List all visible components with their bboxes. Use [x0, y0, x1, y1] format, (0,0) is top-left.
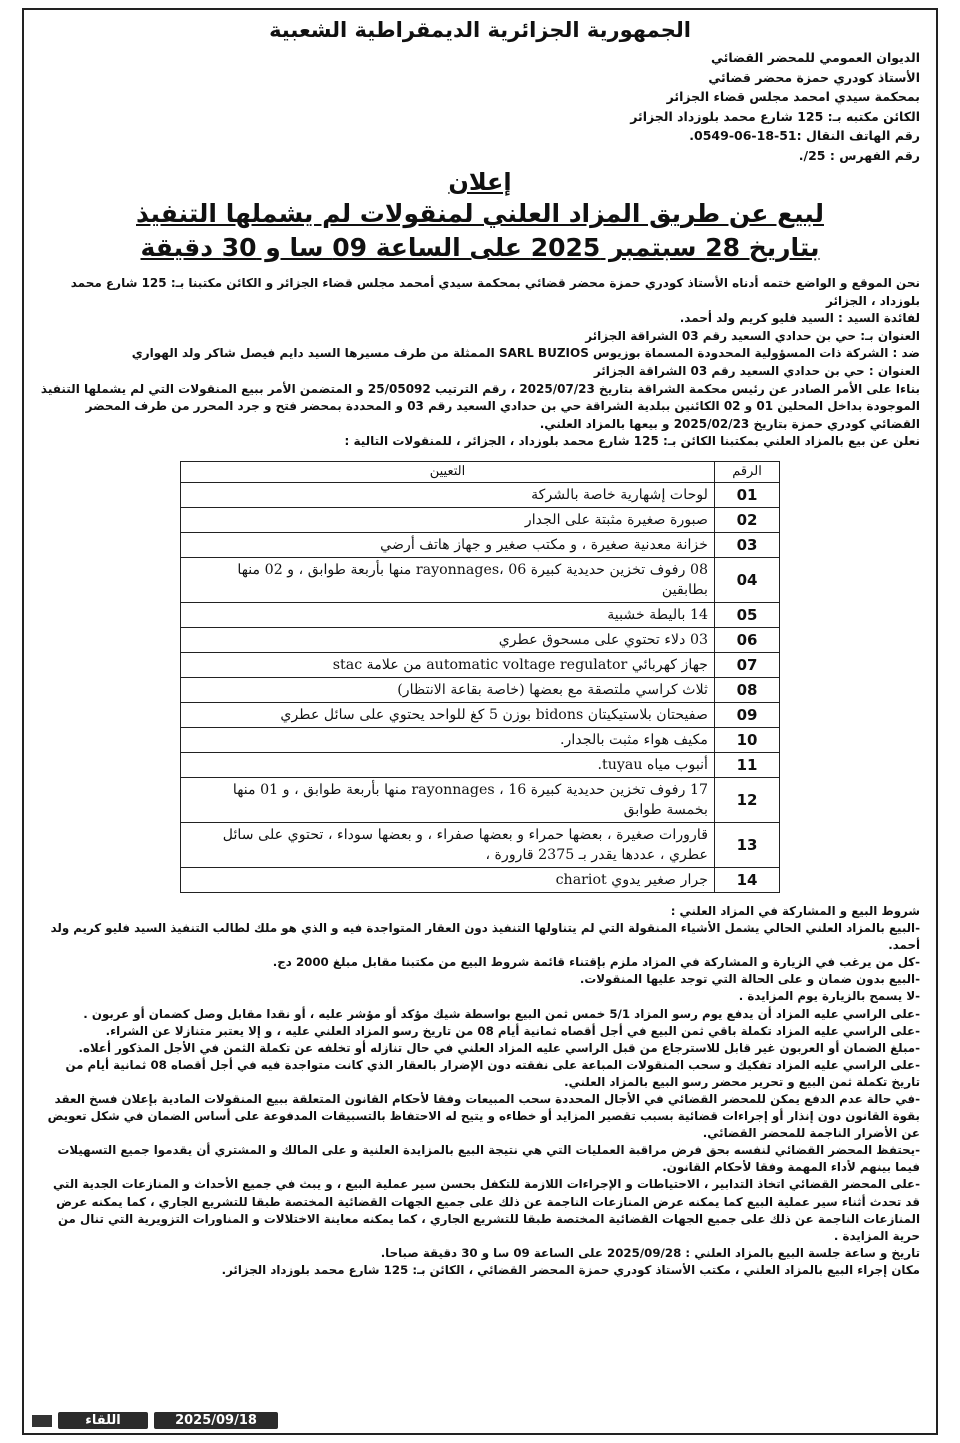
- item-description: جهاز كهربائي automatic voltage regulator من علامة stac: [181, 652, 715, 677]
- item-description: جرار صغير يدوي chariot: [181, 867, 715, 892]
- description-column-header: التعيين: [181, 461, 715, 482]
- conditions-heading: شروط البيع و المشاركة في المزاد العلني :: [670, 903, 920, 918]
- table-row: [181, 867, 780, 892]
- item-number: 12: [715, 777, 780, 822]
- notice-title: إعلان: [448, 168, 512, 196]
- item-description: أنبوب مياه tuyau.: [181, 752, 715, 777]
- table-row: [181, 822, 780, 867]
- item-number: 13: [715, 822, 780, 867]
- number-column-header: الرقم: [715, 461, 780, 482]
- defendant-line: ضد : الشركة ذات المسؤولية المحدودة المسماة بوزيوس SARL BUZIOS الممثلة من طرف مسيرها السيد دايم فيصل شاكر ولد الهواري: [131, 346, 920, 361]
- item-description: ثلاث كراسي ملتصقة مع بعضها (خاصة بقاعة الانتظار): [181, 677, 715, 702]
- legal-notice-page: [22, 8, 938, 1435]
- bailiff-header: [40, 48, 920, 165]
- table-row: [181, 677, 780, 702]
- publication-date: 2025/09/18: [154, 1412, 278, 1429]
- condition-item: -على الراسي عليه المزاد تكملة باقي ثمن البيع في أجل أقصاه ثمانية أيام 08 من تاريخ رسو المزاد العلني عليه ، و إلا يعتبر متنازلا عن الشراء.: [105, 1023, 920, 1038]
- table-row: [181, 482, 780, 507]
- table-row: [181, 627, 780, 652]
- condition-item: -يحتفظ المحضر القضائي لنفسه بحق فرض مراقبة العمليات التي هي نتيجة البيع بالمزايدة العلنية و على المالك و المشتري أن يقدموا جميع التسهيلات فيما بينهم لأداء المهمة وفقا لأحكام القانون.: [57, 1143, 920, 1175]
- items-table: [180, 461, 780, 893]
- condition-item: -لا يسمح بالزيارة يوم المزايدة .: [738, 989, 920, 1004]
- notice-date-line: بتاريخ 28 سبتمبر 2025 على الساعة 09 سا و 30 دقيقة: [140, 233, 820, 262]
- header-line: بمحكمة سيدي امحمد مجلس قضاء الجزائر: [666, 89, 920, 104]
- footer-bar: [32, 1412, 278, 1429]
- item-description: صفيحتان بلاستيكيتان bidons بوزن 5 كغ للواحد يحتوي على سائل عطري: [181, 702, 715, 727]
- item-description: 14 باليطة خشبية: [181, 602, 715, 627]
- condition-item: -على الراسي عليه المزاد أن يدفع يوم رسو المزاد 5/1 خمس ثمن البيع بواسطة شيك مؤكد أو مؤشر عليه ، أو نقدا مقابل وصل كضمان أو عربون .: [83, 1006, 920, 1021]
- item-description: قارورات صغيرة ، بعضها حمراء و بعضها صفراء ، و بعضها سوداء ، تحتوي على سائل عطري ، عددها يقدر بـ 2375 قارورة ،: [181, 822, 715, 867]
- condition-item: -مبلغ الضمان أو العربون غير قابل للاسترجاع من قبل الراسي عليه المزاد العلني في حال تنازله أو تخلفه عن تكملة الثمن في الأجل المذكور أعلاه.: [78, 1040, 920, 1055]
- beneficiary-address: العنوان بـ: حي بن حدادي السعيد رقم 03 الشراقة الجزائر: [585, 328, 920, 343]
- condition-item: -البيع بدون ضمان و على الحالة التي توجد عليها المنقولات.: [579, 972, 920, 987]
- condition-item: -في حالة عدم الدفع يمكن للمحضر القضائي في الأجال المحددة سحب المبيعات وفقا لأحكام القانون المتعلقة ببيع المنقولات المادية بإعلان فسخ العقد بقوة القانون دون إنذار أو إجراءات قضائية بسبب تقصير المزايد أو خطاءه و يتيح له الاحتفاظ بالتسبيقات المدفوعة على أساس الضمان في شكل تعويض عن الأضرار الناجمة للمحضر القضائي.: [47, 1091, 920, 1141]
- table-row: [181, 602, 780, 627]
- header-line: الكائن مكتبه بـ: 125 شارع محمد بلوزداد الجزائر: [630, 108, 920, 124]
- item-description: مكيف هواء مثبت بالجدار.: [181, 727, 715, 752]
- item-number: 03: [715, 532, 780, 557]
- table-row: [181, 507, 780, 532]
- court-order-paragraph: بناءا على الأمر الصادر عن رئيس محكمة الشراقة بتاريخ 2025/07/23 ، رقم الترتيب 25/05092 و المتضمن الأمر ببيع المنقولات التي لم يشملها التنفيذ الموجودة بداخل المحلين 01 و 02 الكائنين ببلدية الشراقة حي بن حدادي السعيد رقم 03 و المحددة بمحضر فتح و جرد المحرر من طرف المحضر القضائي كودري حمزة بتاريخ 2025/02/23 و بيعها بالمزاد العلني.: [40, 381, 920, 431]
- item-description: صبورة صغيرة مثبتة على الجدار: [181, 507, 715, 532]
- item-number: 06: [715, 627, 780, 652]
- header-line: رقم الفهرس : 25/.: [798, 147, 920, 163]
- item-number: 04: [715, 557, 780, 602]
- header-line: رقم الهاتف النقال :51-18-06-0549.: [689, 128, 920, 143]
- header-line: الأستاذ كودري حمزة محضر قضائي: [708, 69, 920, 85]
- publication-tag: اللقاء: [58, 1412, 148, 1429]
- condition-item: -على المحضر القضائي اتخاذ التدابير ، الاحتياطات و الإجراءات اللازمة للتكفل بحسن سير عملية البيع ، و يبث في جميع الأحداث و المنازعات الجدية التي قد تحدث أثناء سير عملية البيع كما يمكنه عرض المنازعات الناجمة عن ذلك على جميع الجهات القضائية المختصة طبقا للتشريع الجاري ، كما يمكنه عرض المنازعات الناجمة عن ذلك على جميع الجهات القضائية المختصة طبقا للتشريع الجاري ، كما يمكنه معاينة الاختلالات و المناورات التزويرية التي تنال من حرية المزايدة .: [52, 1177, 920, 1243]
- intro-section: [40, 275, 920, 451]
- item-number: 02: [715, 507, 780, 532]
- item-number: 01: [715, 482, 780, 507]
- footer-marker: [32, 1415, 52, 1427]
- item-description: لوحات إشهارية خاصة بالشركة: [181, 482, 715, 507]
- table-row: [181, 557, 780, 602]
- auction-announcement: نعلن عن بيع بالمزاد العلني بمكتبنا الكائن بـ: 125 شارع محمد بلوزداد ، الجزائر ، للمنقولات التالية :: [344, 434, 920, 449]
- header-line: الديوان العمومي للمحضر القضائي: [711, 50, 920, 65]
- table-row: [181, 702, 780, 727]
- item-description: 17 رفوف تخزين حديدية كبيرة rayonnages ، 16 منها بأربعة طوابق ، و 01 منها بخمسة طوابق: [181, 777, 715, 822]
- table-row: [181, 532, 780, 557]
- table-row: [181, 652, 780, 677]
- beneficiary-line: لفائدة السيد : السيد فليو كريم ولد أحمد.: [679, 311, 920, 326]
- table-header-row: [181, 461, 780, 482]
- intro-paragraph: نحن الموقع و الواضع ختمه أدناه الأستاذ كودري حمزة محضر قضائي بمحكمة سيدي أمحمد مجلس قضاء الجزائر و الكائن مكتبنا بـ: 125 شارع محمد بلوزداد ، الجزائر: [70, 276, 920, 308]
- condition-item: -على الراسي عليه المزاد تفكيك و سحب المنقولات المباعة على نفقته دون الإضرار بالعقار الذي كانت متواجدة فيه في أجل أقصاه 08 ثمانية أيام من تاريخ تكملة ثمن البيع و تحرير محضر رسو البيع بالمزاد العلني.: [65, 1057, 920, 1089]
- item-number: 08: [715, 677, 780, 702]
- item-number: 07: [715, 652, 780, 677]
- notice-subtitle: لبيع عن طريق المزاد العلني لمنقولات لم يشملها التنفيذ: [136, 199, 824, 228]
- auction-location: مكان إجراء البيع بالمزاد العلني ، مكتب الأستاذ كودري حمزة المحضر القضائي ، الكائن بـ: 125 شارع محمد بلوزداد الجزائر.: [221, 1262, 920, 1277]
- table-row: [181, 752, 780, 777]
- auction-session-date: تاريخ و ساعة جلسة البيع بالمزاد العلني : 2025/09/28 على الساعة 09 سا و 30 دقيقة صباحا.: [380, 1245, 920, 1260]
- item-description: 03 دلاء تحتوي على مسحوق عطري: [181, 627, 715, 652]
- item-description: خزانة معدنية صغيرة ، و مكتب صغير و جهاز هاتف أرضي: [181, 532, 715, 557]
- table-row: [181, 727, 780, 752]
- republic-heading: الجمهورية الجزائرية الديمقراطية الشعبية: [269, 18, 691, 42]
- item-number: 11: [715, 752, 780, 777]
- item-number: 10: [715, 727, 780, 752]
- item-number: 09: [715, 702, 780, 727]
- item-number: 14: [715, 867, 780, 892]
- defendant-address: العنوان : حي بن حدادي السعيد رقم 03 الشراقة الجزائر: [593, 363, 920, 378]
- item-description: 08 رفوف تخزين حديدية كبيرة rayonnages، 06 منها بأربعة طوابق ، و 02 منها بطابقين: [181, 557, 715, 602]
- condition-item: -كل من يرغب في الزيارة و المشاركة في المزاد ملزم بإقتناء قائمة شروط البيع من مكتبنا مقابل مبلغ 2000 دج.: [272, 955, 920, 970]
- item-number: 05: [715, 602, 780, 627]
- table-row: [181, 777, 780, 822]
- sale-conditions: [40, 903, 920, 1279]
- condition-item: -البيع بالمزاد العلني الحالي يشمل الأشياء المنقولة التي لم يتناولها التنفيذ دون العقار المتواجدة فيه و الذي هو ملك لطالب التنفيذ السيد فليو كريم ولد أحمد.: [50, 921, 920, 953]
